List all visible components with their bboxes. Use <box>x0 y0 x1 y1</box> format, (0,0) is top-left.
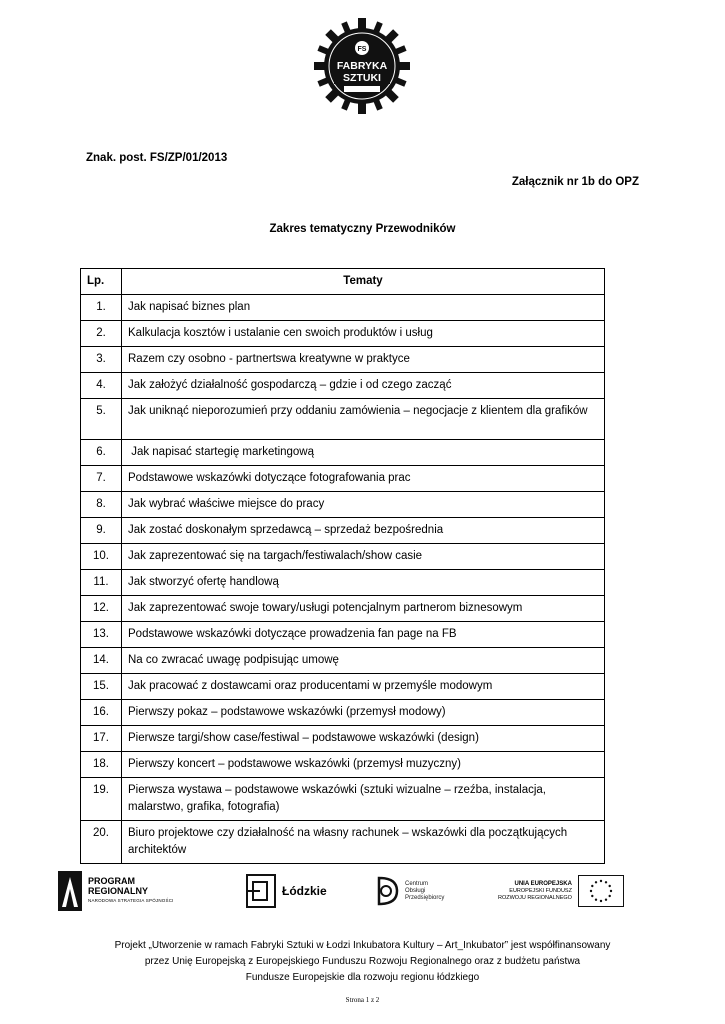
row-topic: Razem czy osobno - partnertswa kreatywne w praktyce <box>122 347 605 373</box>
lodzkie-icon <box>246 874 276 908</box>
lodzkie-logo <box>246 866 327 916</box>
centrum-obslugi-logo <box>375 866 444 916</box>
table-row <box>81 440 605 466</box>
cop-line-2: Obsługi <box>405 887 426 894</box>
row-number: 18. <box>81 752 122 778</box>
program-line-1: PROGRAM <box>88 876 135 886</box>
row-topic: Pierwszy koncert – podstawowe wskazówki (przemysł muzyczny) <box>122 752 605 778</box>
page-number: Strona 1 z 2 <box>345 996 380 1004</box>
table-row <box>81 466 605 492</box>
table-header-row <box>81 269 605 295</box>
row-number: 19. <box>81 778 122 821</box>
table-row <box>81 648 605 674</box>
table-row <box>81 544 605 570</box>
row-topic: Biuro projektowe czy działalność na własny rachunek – wskazówki dla początkujących architektów <box>122 821 605 864</box>
row-number: 4. <box>81 373 122 399</box>
annex-label: Załącznik nr 1b do OPZ <box>511 176 639 188</box>
table-row <box>81 373 605 399</box>
row-topic: Jak pracować z dostawcami oraz producentami w przemyśle modowym <box>122 674 605 700</box>
table-row <box>81 321 605 347</box>
logo-line-1: FABRYKA <box>336 60 388 72</box>
header-topics: Tematy <box>122 269 605 295</box>
row-topic: Jak uniknąć nieporozumień przy oddaniu zamówienia – negocjacje z klientem dla grafików <box>122 399 605 440</box>
row-number: 5. <box>81 399 122 440</box>
row-topic: Podstawowe wskazówki dotyczące prowadzenia fan page na FB <box>122 622 605 648</box>
table-row <box>81 674 605 700</box>
table-row <box>81 570 605 596</box>
row-number: 14. <box>81 648 122 674</box>
table-row <box>81 596 605 622</box>
sponsor-logos <box>0 866 725 916</box>
row-number: 16. <box>81 700 122 726</box>
header-number: Lp. <box>81 269 122 295</box>
row-number: 1. <box>81 295 122 321</box>
table-row <box>81 518 605 544</box>
row-number: 12. <box>81 596 122 622</box>
topics-table <box>80 268 605 864</box>
document-title: Zakres tematyczny Przewodników <box>269 223 456 235</box>
row-number: 10. <box>81 544 122 570</box>
table-row <box>81 492 605 518</box>
logo-monogram: FS <box>357 46 367 53</box>
centrum-obslugi-icon <box>375 874 401 908</box>
logo-line-2: SZTUKI <box>343 72 381 84</box>
eu-line-3: ROZWOJU REGIONALNEGO <box>498 894 572 901</box>
row-topic: Jak wybrać właściwe miejsce do pracy <box>122 492 605 518</box>
table-row <box>81 778 605 821</box>
footer-line-3: Fundusze Europejskie dla rozwoju regionu łódzkiego <box>245 972 480 983</box>
program-line-2: REGIONALNY <box>88 886 149 896</box>
footer-line-1: Projekt „Utworzenie w ramach Fabryki Sztuki w Łodzi Inkubatora Kultury – Art_Inkubator” jest współfinansowany <box>114 940 611 951</box>
row-topic: Pierwszy pokaz – podstawowe wskazówki (przemysł modowy) <box>122 700 605 726</box>
program-regionalny-logo <box>58 866 174 916</box>
document-reference: Znak. post. FS/ZP/01/2013 <box>86 152 228 164</box>
program-subtitle: NARODOWA STRATEGIA SPÓJNOŚCI <box>88 898 174 903</box>
table-row <box>81 821 605 864</box>
row-number: 11. <box>81 570 122 596</box>
row-topic: Podstawowe wskazówki dotyczące fotografowania prac <box>122 466 605 492</box>
row-topic: Kalkulacja kosztów i ustalanie cen swoich produktów i usług <box>122 321 605 347</box>
program-regionalny-icon <box>58 871 82 911</box>
table-row <box>81 399 605 440</box>
row-topic: Pierwsze targi/show case/festiwal – podstawowe wskazówki (design) <box>122 726 605 752</box>
row-topic: Pierwsza wystawa – podstawowe wskazówki (sztuki wizualne – rzeźba, instalacja, malarstwo, grafika, fotografia) <box>122 778 605 821</box>
eu-line-2: EUROPEJSKI FUNDUSZ <box>509 887 572 894</box>
row-number: 20. <box>81 821 122 864</box>
table-row <box>81 622 605 648</box>
row-number: 2. <box>81 321 122 347</box>
row-number: 15. <box>81 674 122 700</box>
table-row <box>81 726 605 752</box>
footer-line-2: przez Unię Europejską z Europejskiego Funduszu Rozwoju Regionalnego oraz z budżetu państwa <box>144 956 581 967</box>
row-number: 6. <box>81 440 122 466</box>
row-topic: Jak zostać doskonałym sprzedawcą – sprzedaż bezpośrednia <box>122 518 605 544</box>
project-footer <box>0 938 725 986</box>
table-row <box>81 700 605 726</box>
eu-line-1: UNIA EUROPEJSKA <box>514 880 572 887</box>
row-number: 9. <box>81 518 122 544</box>
row-topic: Jak zaprezentować się na targach/festiwalach/show casie <box>122 544 605 570</box>
table-row <box>81 295 605 321</box>
lodzkie-label: Łódzkie <box>282 884 327 898</box>
fabryka-sztuki-logo <box>314 18 410 114</box>
row-topic: Jak założyć działalność gospodarczą – gdzie i od czego zacząć <box>122 373 605 399</box>
row-number: 17. <box>81 726 122 752</box>
eu-flag-icon <box>578 875 624 907</box>
row-number: 3. <box>81 347 122 373</box>
table-row <box>81 752 605 778</box>
table-row <box>81 347 605 373</box>
row-topic: Na co zwracać uwagę podpisując umowę <box>122 648 605 674</box>
row-topic: Jak napisać biznes plan <box>122 295 605 321</box>
row-number: 7. <box>81 466 122 492</box>
row-topic: Jak stworzyć ofertę handlową <box>122 570 605 596</box>
row-topic: Jak zaprezentować swoje towary/usługi potencjalnym partnerom biznesowym <box>122 596 605 622</box>
eu-logo <box>498 866 624 916</box>
row-number: 13. <box>81 622 122 648</box>
cop-line-3: Przedsiębiorcy <box>405 894 445 901</box>
row-number: 8. <box>81 492 122 518</box>
cop-line-1: Centrum <box>405 880 429 887</box>
row-topic: Jak napisać startegię marketingową <box>122 440 605 466</box>
